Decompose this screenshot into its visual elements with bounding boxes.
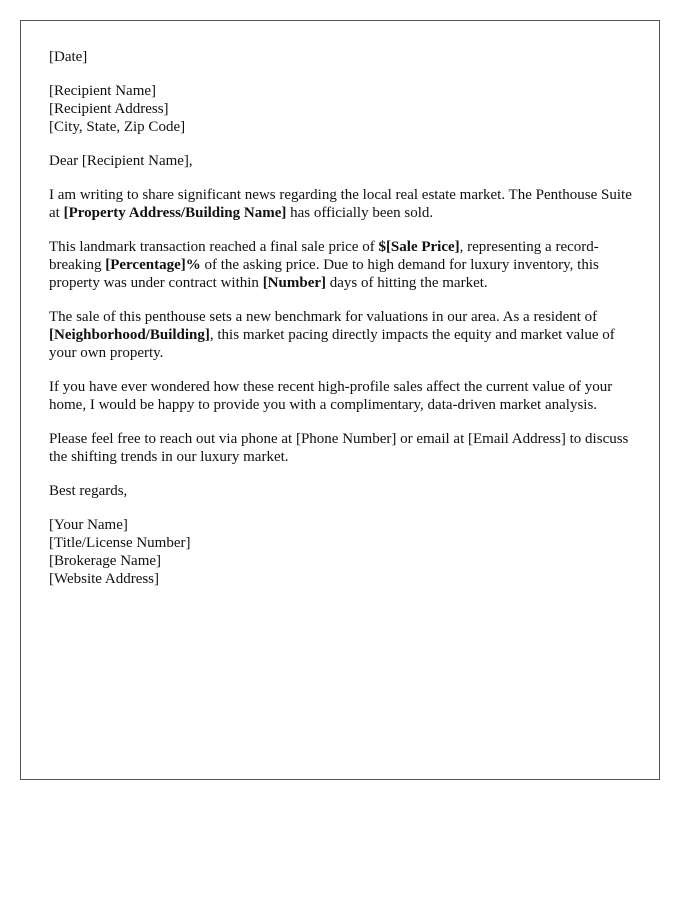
recipient-block — [49, 82, 633, 136]
paragraph-text: of the asking price. Due to high demand for luxury inventory, this property was under contract within — [49, 257, 599, 291]
recipient-address: [Recipient Address] — [49, 101, 169, 117]
property-placeholder: [Property Address/Building Name] — [63, 205, 287, 221]
signature-title: [Title/License Number] — [49, 535, 191, 551]
paragraph-text: has officially been sold. — [286, 205, 434, 221]
paragraph-text: This landmark transaction reached a final sale price of — [49, 239, 379, 255]
signature-website: [Website Address] — [49, 571, 160, 587]
paragraph-offer: If you have ever wondered how these recent high-profile sales affect the current value of your home, I would be happy to provide you with a complimentary, data-driven market analysis. — [49, 379, 613, 413]
paragraph-contact: Please feel free to reach out via phone at [Phone Number] or email at [Email Address] to discuss the shifting trends in our luxury market. — [49, 431, 629, 465]
paragraph-text: , this market pacing directly impacts the equity and market value of your own property. — [49, 327, 615, 361]
signature-block — [49, 516, 633, 588]
recipient-city-state-zip: [City, State, Zip Code] — [49, 119, 186, 135]
letter-body — [49, 48, 633, 604]
paragraph-transaction — [49, 238, 633, 292]
paragraph-benchmark — [49, 308, 633, 362]
paragraph-text: The sale of this penthouse sets a new benchmark for valuations in our area. As a resident of — [49, 309, 598, 325]
signature-name: [Your Name] — [49, 517, 128, 533]
neighborhood-placeholder: [Neighborhood/Building] — [49, 327, 210, 343]
recipient-name: [Recipient Name] — [49, 83, 157, 99]
percentage-placeholder: [Percentage]% — [105, 257, 201, 273]
paragraph-text: I am writing to share significant news regarding the local real estate market. The Penthouse Suite at — [49, 187, 632, 221]
paragraph-text: , representing a record-breaking — [49, 239, 599, 273]
sale-price-placeholder: $[Sale Price] — [378, 239, 460, 255]
letter-date: [Date] — [49, 49, 88, 65]
salutation: Dear [Recipient Name], — [49, 153, 193, 169]
closing: Best regards, — [49, 483, 128, 499]
paragraph-text: days of hitting the market. — [326, 275, 488, 291]
paragraph-announcement — [49, 186, 633, 222]
signature-brokerage: [Brokerage Name] — [49, 553, 162, 569]
letter-page — [20, 20, 660, 780]
days-number-placeholder: [Number] — [262, 275, 327, 291]
